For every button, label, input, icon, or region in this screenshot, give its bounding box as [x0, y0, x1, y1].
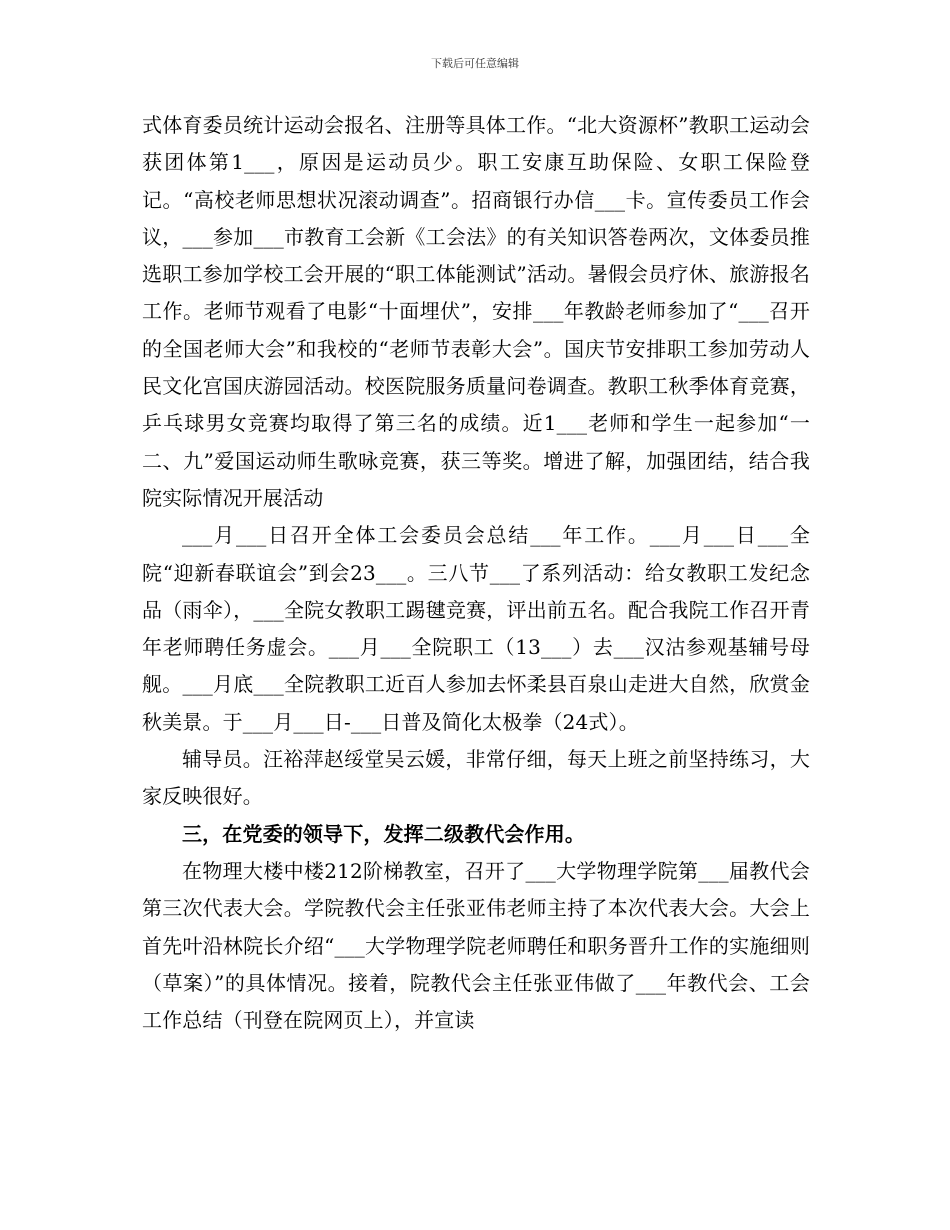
- paragraph-activities-summary: 式体育委员统计运动会报名、注册等具体工作。“北大资源杯”教职工运动会获团体第1___，原因是运动员少。职工安康互助保险、女职工保险登记。“高校老师思想状况滚动调查”。招商银行办信___卡。宣传委员工作会议，___参加___市教育工会新《工会法》的有关知识答卷两次，文体委员推选职工参加学校工会开展的“职工体能测试”活动。暑假会员疗休、旅游报名工作。老师节观看了电影“十面埋伏”，安排___年教龄老师参加了“___召开的全国老师大会”和我校的“老师节表彰大会”。国庆节安排职工参加劳动人民文化宫国庆游园活动。校医院服务质量问卷调查。教职工秋季体育竞赛，乒乓球男女竞赛均取得了第三名的成绩。近1___老师和学生一起参加“一二、九”爱国运动师生歌咏竞赛，获三等奖。增进了解，加强团结，结合我院实际情况开展活动: [142, 113, 810, 510]
- paragraph-event-schedule: ___月___日召开全体工会委员会总结___年工作。___月___日___全院“迎新春联谊会”到会23___。三八节___了系列活动：给女教职工发纪念品（雨伞），___全院女教职工踢毽竞赛，评出前五名。配合我院工作召开青年老师聘任务虚会。___月___全院职工（13___）去___汉沽参观基辅号母舰。___月底___全院教职工近百人参加去怀柔县百泉山走进大自然，欣赏金秋美景。于___月___日-___日普及简化太极拳（24式）。: [142, 523, 810, 734]
- page-header: 下载后可任意编辑: [431, 57, 519, 70]
- paragraph-instructors: 辅导员。汪裕萍赵绥堂吴云媛，非常仔细，每天上班之前坚持练习，大家反映很好。: [142, 747, 810, 809]
- paragraph-congress: 在物理大楼中楼212阶梯教室，召开了___大学物理学院第___届教代会第三次代表大会。学院教代会主任张亚伟老师主持了本次代表大会。大会上首先叶沿林院长介绍“___大学物理学院老师聘任和职务晋升工作的实施细则（草案）”的具体情况。接着，院教代会主任张亚伟做了___年教代会、工会工作总结（刊登在院网页上），并宣读: [142, 858, 810, 1033]
- section-heading: 三，在党委的领导下，发挥二级教代会作用。: [182, 821, 585, 846]
- document-body: [142, 107, 810, 1039]
